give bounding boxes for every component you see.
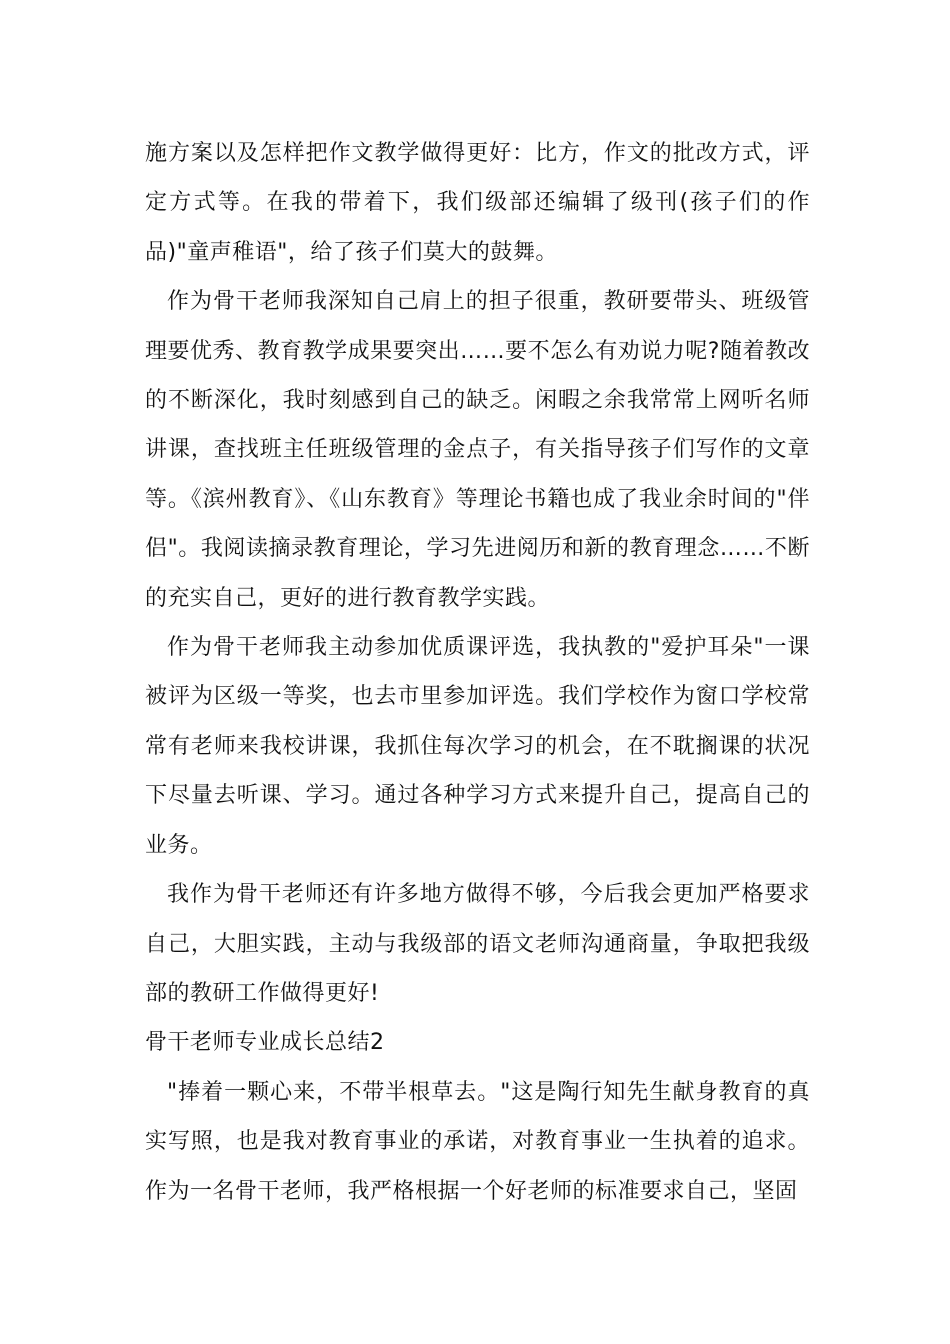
paragraph-5: "捧着一颗心来，不带半根草去。"这是陶行知先生献身教育的真实写照，也是我对教育事业的承诺，对教育事业一生执着的追求。作为一名骨干老师，我严格根据一个好老师的标准要求自己，坚固: [145, 1079, 810, 1204]
document-body: [145, 129, 810, 1216]
paragraph-1: 施方案以及怎样把作文教学做得更好：比方，作文的批改方式，评定方式等。在我的带着下，我们级部还编辑了级刊(孩子们的作品)"童声稚语"，给了孩子们莫大的鼓舞。: [145, 141, 810, 265]
paragraph-3: 作为骨干老师我主动参加优质课评选，我执教的"爱护耳朵"一课被评为区级一等奖，也去市里参加评选。我们学校作为窗口学校常常有老师来我校讲课，我抓住每次学习的机会，在不耽搁课的状况下尽量去听课、学习。通过各种学习方式来提升自己，提高自己的业务。: [145, 635, 810, 858]
paragraph-4: 我作为骨干老师还有许多地方做得不够，今后我会更加严格要求自己，大胆实践，主动与我级部的语文老师沟通商量，争取把我级部的教研工作做得更好!: [145, 882, 810, 1006]
section-title: 骨干老师专业成长总结2: [145, 1030, 385, 1056]
paragraph-2: 作为骨干老师我深知自己肩上的担子很重，教研要带头、班级管理要优秀、教育教学成果要突出……要不怎么有劝说力呢?随着教改的不断深化，我时刻感到自己的缺乏。闲暇之余我常常上网听名师讲课，查找班主任班级管理的金点子，有关指导孩子们写作的文章等。《滨州教育》、《山东教育》等理论书籍也成了我业余时间的"伴侣"。我阅读摘录教育理论，学习先进阅历和新的教育理念……不断的充实自己，更好的进行教育教学实践。: [145, 289, 810, 611]
